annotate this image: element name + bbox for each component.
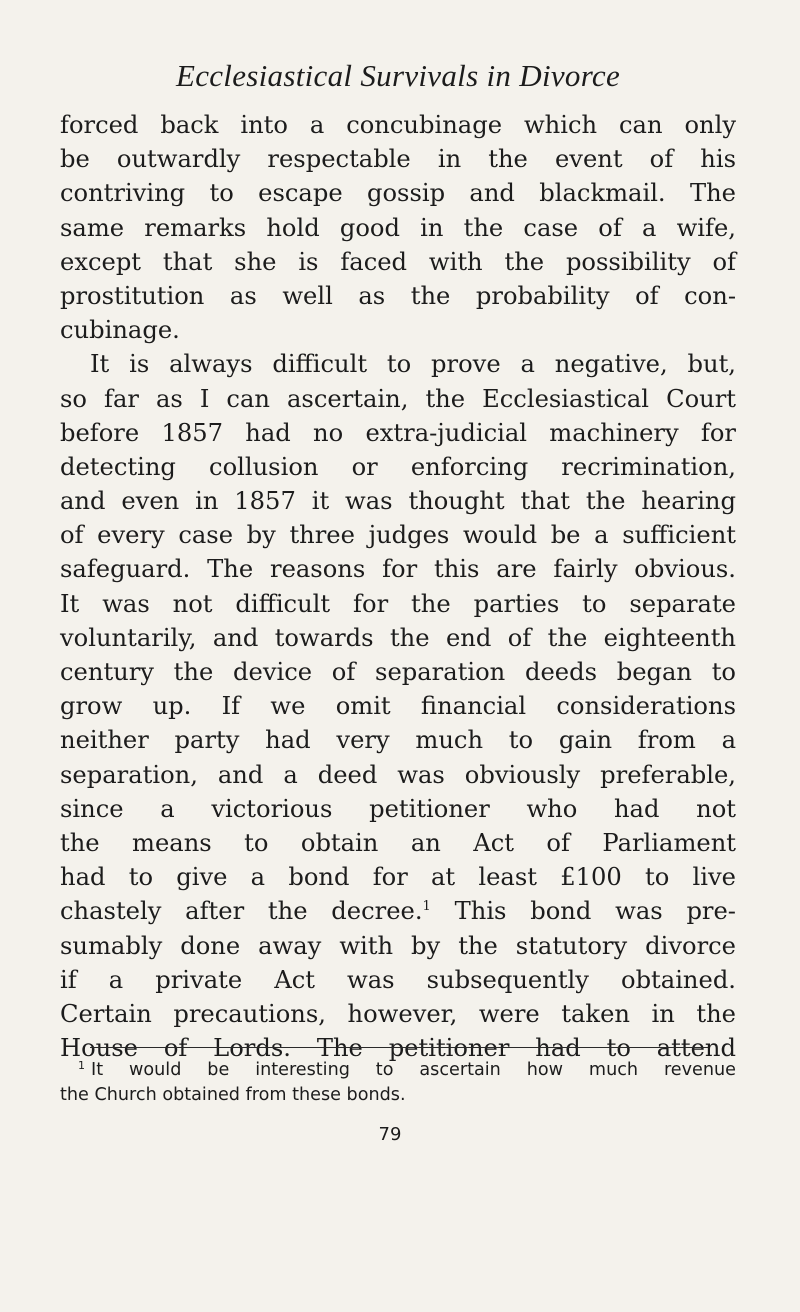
- text-line: sumably done away with by the statutory divorce: [60, 931, 736, 960]
- footnote-divider: [90, 1047, 708, 1048]
- text-line: prostitution as well as the probability of con-: [60, 281, 736, 310]
- text-line: It was not difficult for the parties to separate: [60, 589, 736, 618]
- footnote-reference: 1: [422, 899, 431, 915]
- text-line: safeguard. The reasons for this are fairly obvious.: [60, 555, 736, 584]
- line-head: chastely after the decree.: [60, 897, 423, 926]
- footnote-line: [60, 1058, 736, 1083]
- text-line: same remarks hold good in the case of a wife,: [60, 213, 736, 242]
- text-line: separation, and a deed was obviously preferable,: [60, 760, 736, 789]
- text-line: century the device of separation deeds began to: [60, 658, 736, 686]
- text-line-with-footnote-ref: [60, 894, 736, 928]
- footnote-text: It would be interesting to ascertain how much revenue: [91, 1060, 736, 1080]
- page-number: 79: [378, 1124, 402, 1145]
- text-line: since a victorious petitioner who had not: [60, 794, 736, 823]
- text-line: and even in 1857 it was thought that the hearing: [60, 487, 736, 516]
- text-line: except that she is faced with the possibility of: [60, 247, 736, 276]
- text-line: if a private Act was subsequently obtained.: [60, 965, 736, 994]
- text-line: neither party had very much to gain from a: [60, 726, 736, 755]
- footnote-line: the Church obtained from these bonds.: [60, 1085, 406, 1105]
- text-line: voluntarily, and towards the end of the eighteenth: [60, 623, 736, 652]
- text-line: grow up. If we omit financial considerations: [60, 692, 736, 721]
- body-text: [60, 108, 736, 1065]
- text-line: cubinage.: [60, 316, 180, 345]
- text-line: detecting collusion or enforcing recrimination,: [60, 452, 736, 481]
- running-head: Ecclesiastical Survivals in Divorce: [175, 58, 621, 93]
- text-line: so far as I can ascertain, the Ecclesiastical Court: [60, 384, 736, 413]
- text-line: the means to obtain an Act of Parliament: [60, 828, 736, 857]
- book-page: [60, 0, 736, 1312]
- text-line: forced back into a concubinage which can only: [60, 111, 736, 139]
- text-line: Certain precautions, however, were taken in the: [60, 999, 736, 1028]
- text-line: of every case by three judges would be a sufficient: [60, 521, 736, 550]
- text-line: House of Lords. The petitioner had to attend: [60, 1034, 736, 1063]
- footnote: [60, 1058, 736, 1108]
- footnote-number: 1: [78, 1059, 85, 1072]
- line-tail: This bond was pre-: [454, 897, 736, 926]
- text-line: be outwardly respectable in the event of his: [60, 145, 736, 174]
- text-line: had to give a bond for at least £100 to live: [60, 863, 736, 892]
- text-line: contriving to escape gossip and blackmail. The: [60, 179, 736, 208]
- text-line: before 1857 had no extra-judicial machinery for: [60, 418, 736, 447]
- paragraph-start-line: It is always difficult to prove a negative, but,: [90, 350, 736, 379]
